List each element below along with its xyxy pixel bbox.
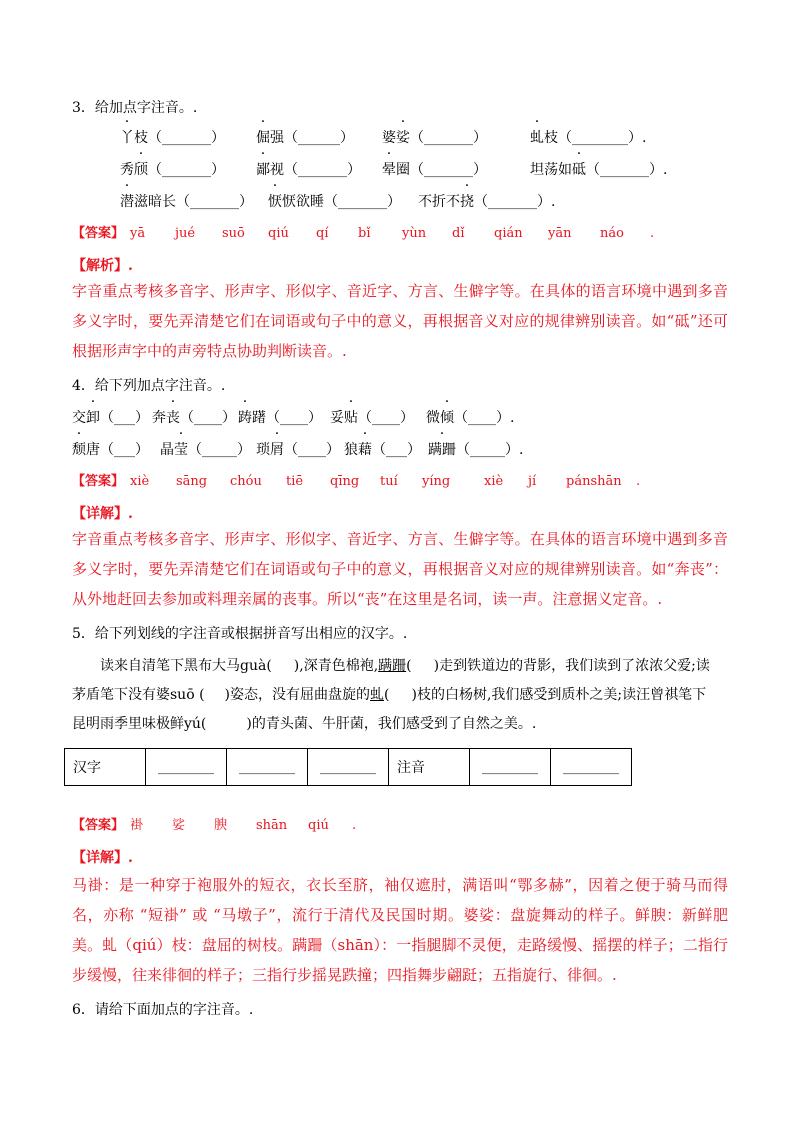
- q5-title: 5．给下列划线的字注音或根据拼音写出相应的汉字。.: [72, 626, 408, 642]
- table-blank[interactable]: ________: [551, 749, 632, 786]
- q4-item: 微倾（____）.: [426, 410, 515, 426]
- q4-item: 奔丧（____）: [152, 410, 236, 426]
- q4-analysis: 字音重点考核多音字、形声字、形似字、音近字、方言、生僻字等。在具体的语言环境中遇到多音多义字时，要先弄清楚它们在词语或句子中的意义，再根据音义对应的规律辨别读音。如“奔丧”：从外地赶回去参加或料理亲属的丧事。所以“丧”在这里是名词，读一声。注意据义定音。.: [72, 530, 728, 608]
- q4-item: 妥贴（____）: [330, 410, 414, 426]
- table-label-hanzi: 汉字: [65, 749, 146, 786]
- q3-item: 倔强（______）: [256, 130, 354, 146]
- table-blank[interactable]: ________: [227, 749, 308, 786]
- q3-item: 坦荡如砥（_______）.: [530, 162, 668, 178]
- q4-item: 蹒跚（_____）.: [428, 442, 524, 458]
- q3-item: 鄙视（_______）: [256, 162, 361, 178]
- q4-analysis-tag: 【详解】.: [72, 506, 133, 522]
- q3-item: 秀颀（_______）: [120, 162, 225, 178]
- q4-title: 4．给下列加点字注音。.: [72, 378, 226, 394]
- q5-passage-line3: 昆明雨季里味极鲜yú( )的青头菌、牛肝菌，我们感受到了自然之美。.: [72, 716, 537, 732]
- q5-passage-line1: 读来自清笔下黑布大马guà( ),深青色棉袍,蹒跚( )走到铁道边的背影，我们读到了浓浓父爱;读: [100, 658, 710, 674]
- q4-item: 交卸（___）: [72, 410, 149, 426]
- q3-item: 丫枝（_______）: [120, 130, 225, 146]
- table-label-pinyin: 注音: [389, 749, 470, 786]
- q3-item: 潜滋暗长（_______）: [120, 194, 253, 210]
- q5-answer-table: [64, 748, 632, 786]
- q5-analysis: 马褂：是一种穿于袍服外的短衣，衣长至脐，袖仅遮肘，满语叫“鄂多赫”，因着之便于骑马而得名，亦称 “短褂” 或 “马墩子”，流行于清代及民国时期。婆娑：盘旋舞动的样子。鲜腴：新鲜肥美。虬（qiú）枝：盘屈的树枝。蹒跚（shān）：一指腿脚不灵便，走路缓慢、摇摆的样子；二指行步缓慢，往来徘徊的样子；三指行步摇晃跌撞；四指舞步翩跹；五指旋行、徘徊。.: [72, 876, 728, 984]
- q3-item: 恹恹欲睡（_______）: [268, 194, 401, 210]
- q3-title: 3．给加点字注音。.: [72, 100, 198, 116]
- table-blank[interactable]: ________: [470, 749, 551, 786]
- q6-title: 6．请给下面加点的字注音。.: [72, 1002, 254, 1018]
- q3-item: 不折不挠（_______）.: [418, 194, 556, 210]
- q4-item: 颓唐（___）: [72, 442, 149, 458]
- q5-passage-line2: 茅盾笔下没有婆suō ( )姿态，没有屈曲盘旋的虬( )枝的白杨树,我们感受到质朴之美;读汪曾祺笔下: [72, 687, 707, 703]
- q3-item: 虬枝（________）.: [530, 130, 647, 146]
- q3-analysis-tag: 【解析】.: [72, 258, 133, 274]
- table-blank[interactable]: ________: [308, 749, 389, 786]
- q4-item: 琐屑（____）: [256, 442, 340, 458]
- q4-item: 狼藉（___）: [344, 442, 421, 458]
- document-page: 3．给加点字注音。. 丫枝（_______） 倔强（______） 婆娑（_______） 虬枝（________）. 秀颀（_______） 鄙视（_______） 晕圈（_______） 坦荡如砥（_______）. 潜滋暗长（_______） 恹恹欲睡（_______） 不折不挠（_______）. 【答案】 yā jué suō qiú qí bǐ yùn dǐ qián yān náo . 【解析】. 字音重点考核多音字、形声字、形似字、音近字、方言、生僻字等。在具体的语言环境中遇到多音多义字时，要先弄清楚它们在词语或句子中的意义，再根据音义对应的规律辨别读音。如“砥”还可根据形声字中的声旁特点协助判断读音。. 4．给下列加点字注音。. 交卸（___） 奔丧（____） 踌躇（____） 妥贴（____） 微倾（____）. 颓唐（___） 晶莹（_____） 琐屑（____） 狼藉（___） 蹒跚（_____）. 【答案】 xiè sāng chóu tiē qīng tuí yíng xiè jí pánshān . 【详解】. 字音重点考核多音字、形声字、形似字、音近字、方言、生僻字等。在具体的语言环境中遇到多音多义字时，要先弄清楚它们在词语或句子中的意义，再根据音义对应的规律辨别读音。如“奔丧”：从外地赶回去参加或料理亲属的丧事。所以“丧”在这里是名词，读一声。注意据义定音。. 5．给下列划线的字注音或根据拼音写出相应的汉字。. 读来自清笔下黑布大马guà( ),深青色棉袍,蹒跚( )走到铁道边的背影，我们读到了浓浓父爱;读 茅盾笔下没有婆suō ( )姿态，没有屈曲盘旋的虬( )枝的白杨树,我们感受到质朴之美;读汪曾祺笔下 昆明雨季里味极鲜yú( )的青头菌、牛肝菌，我们感受到了自然之美。. 汉字 ________ ________ ________ 注音 ________ ________ 【答案】 褂 娑 腴 shān qiú . 【详解】. 马褂：是一种穿于袍服外的短衣，衣长至脐，袖仅遮肘，满语叫“鄂多赫”，因着之便于骑马而得名，亦称 “短褂” 或 “马墩子”，流行于清代及民国时期。婆娑：盘旋舞动的样子。鲜腴：新鲜肥美。虬（qiú）枝：盘屈的树枝。蹒跚（shān）：一指腿脚不灵便，走路缓慢、摇摆的样子；二指行步缓慢，往来徘徊的样子；三指行步摇晃跌撞；四指舞步翩跹；五指旋行、徘徊。. 6．请给下面加点的字注音。.: [0, 0, 800, 1132]
- table-blank[interactable]: ________: [146, 749, 227, 786]
- q3-item: 婆娑（_______）: [382, 130, 487, 146]
- q3-analysis: 字音重点考核多音字、形声字、形似字、音近字、方言、生僻字等。在具体的语言环境中遇到多音多义字时，要先弄清楚它们在词语或句子中的意义，再根据音义对应的规律辨别读音。如“砥”还可根据形声字中的声旁特点协助判断读音。.: [72, 282, 728, 360]
- q5-analysis-tag: 【详解】.: [72, 850, 133, 866]
- q4-item: 踌躇（____）: [238, 410, 322, 426]
- q4-item: 晶莹（_____）: [160, 442, 251, 458]
- q3-item: 晕圈（_______）: [382, 162, 487, 178]
